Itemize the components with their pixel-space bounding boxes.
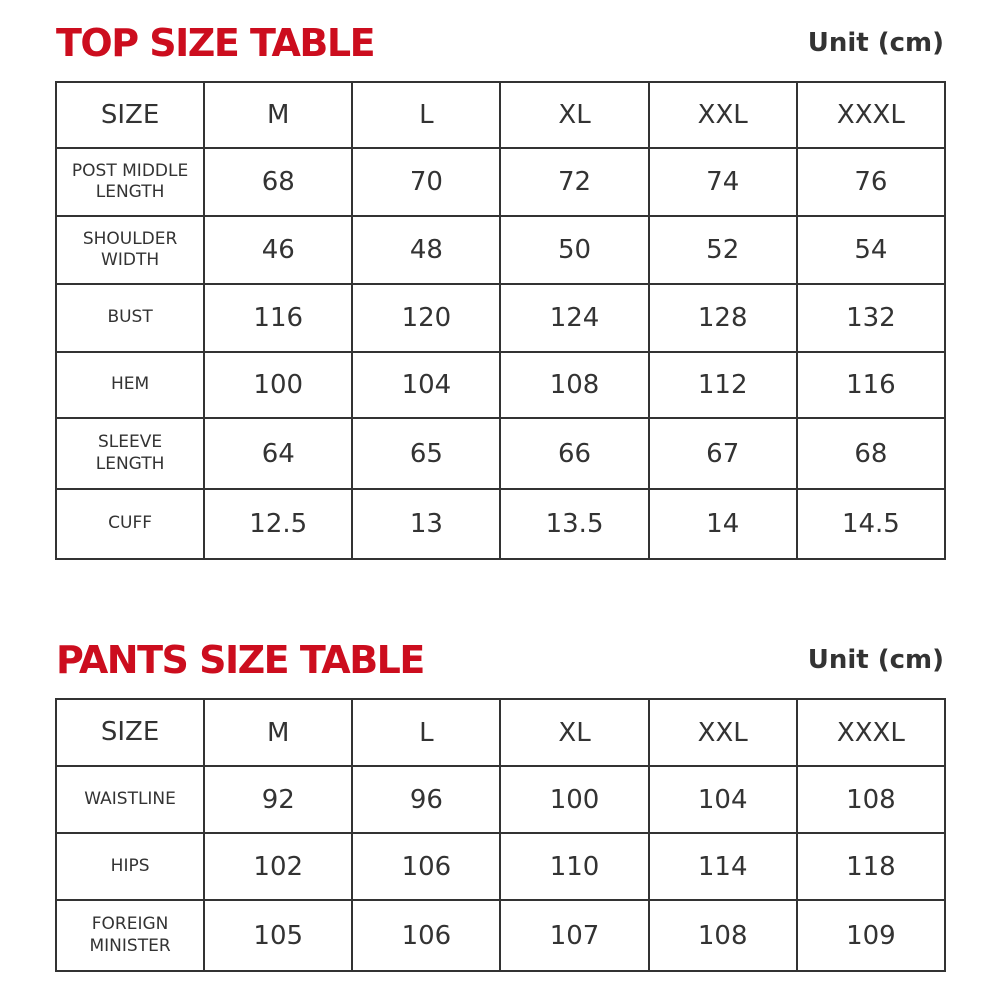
column-header: XXXL xyxy=(797,699,945,766)
table-cell: 13 xyxy=(352,489,500,559)
table-cell: 96 xyxy=(352,766,500,833)
table-row xyxy=(56,284,945,352)
row-label xyxy=(56,352,204,418)
row-label xyxy=(56,766,204,833)
column-header: L xyxy=(352,82,500,148)
table-cell: 116 xyxy=(797,352,945,418)
column-header: SIZE xyxy=(56,699,204,766)
pants-size-table xyxy=(55,698,946,972)
row-label xyxy=(56,900,204,971)
table-header-row xyxy=(56,699,945,766)
table-cell: 12.5 xyxy=(204,489,352,559)
row-label-line: SHOULDER xyxy=(82,228,178,249)
table-cell: 14 xyxy=(649,489,797,559)
table-cell: 100 xyxy=(500,766,648,833)
table-header-row xyxy=(56,82,945,148)
row-label-line: LENGTH xyxy=(95,453,165,474)
table-cell: 67 xyxy=(649,418,797,489)
row-label xyxy=(56,418,204,489)
table-cell: 70 xyxy=(352,148,500,216)
row-label-line: WAISTLINE xyxy=(84,788,176,809)
table-cell: 120 xyxy=(352,284,500,352)
pants-unit-label: Unit (cm) xyxy=(807,645,944,675)
table-cell: 50 xyxy=(500,216,648,284)
table-row xyxy=(56,833,945,900)
table-cell: 68 xyxy=(204,148,352,216)
table-row xyxy=(56,352,945,418)
row-label xyxy=(56,148,204,216)
table-row xyxy=(56,418,945,489)
row-label-line: WIDTH xyxy=(101,250,160,270)
row-label-line: BUST xyxy=(107,307,153,328)
row-label-line: CUFF xyxy=(108,513,153,534)
row-label-line: SLEEVE xyxy=(98,432,163,453)
column-header: XXL xyxy=(649,82,797,148)
table-cell: 108 xyxy=(797,766,945,833)
table-cell: 105 xyxy=(204,900,352,971)
column-header: XL xyxy=(500,82,648,148)
table-cell: 112 xyxy=(649,352,797,418)
top-size-table-title: TOP SIZE TABLE xyxy=(56,21,375,65)
table-cell: 106 xyxy=(352,833,500,900)
table-cell: 64 xyxy=(204,418,352,489)
table-cell: 66 xyxy=(500,418,648,489)
table-cell: 107 xyxy=(500,900,648,971)
top-size-table xyxy=(55,81,946,560)
table-cell: 108 xyxy=(500,352,648,418)
table-cell: 128 xyxy=(649,284,797,352)
table-cell: 104 xyxy=(649,766,797,833)
column-header: XL xyxy=(500,699,648,766)
table-row xyxy=(56,216,945,284)
table-cell: 114 xyxy=(649,833,797,900)
table-cell: 54 xyxy=(797,216,945,284)
table-row xyxy=(56,900,945,971)
table-cell: 76 xyxy=(797,148,945,216)
table-cell: 13.5 xyxy=(500,489,648,559)
table-cell: 65 xyxy=(352,418,500,489)
table-cell: 102 xyxy=(204,833,352,900)
pants-size-table-title: PANTS SIZE TABLE xyxy=(56,638,424,682)
table-cell: 100 xyxy=(204,352,352,418)
table-cell: 132 xyxy=(797,284,945,352)
column-header: XXXL xyxy=(797,82,945,148)
table-cell: 52 xyxy=(649,216,797,284)
table-cell: 109 xyxy=(797,900,945,971)
table-cell: 110 xyxy=(500,833,648,900)
top-unit-label: Unit (cm) xyxy=(807,28,944,58)
row-label-line: POST MIDDLE xyxy=(71,160,189,181)
table-cell: 48 xyxy=(352,216,500,284)
table-cell: 14.5 xyxy=(797,489,945,559)
table-cell: 46 xyxy=(204,216,352,284)
table-cell: 68 xyxy=(797,418,945,489)
row-label-line: HIPS xyxy=(110,855,150,876)
row-label-line: FOREIGN xyxy=(91,914,169,935)
table-cell: 72 xyxy=(500,148,648,216)
row-label xyxy=(56,833,204,900)
row-label xyxy=(56,489,204,559)
row-label xyxy=(56,284,204,352)
column-header: XXL xyxy=(649,699,797,766)
table-row xyxy=(56,148,945,216)
table-cell: 118 xyxy=(797,833,945,900)
table-cell: 74 xyxy=(649,148,797,216)
table-row xyxy=(56,766,945,833)
table-cell: 104 xyxy=(352,352,500,418)
table-cell: 92 xyxy=(204,766,352,833)
table-cell: 116 xyxy=(204,284,352,352)
column-header: SIZE xyxy=(56,82,204,148)
row-label-line: MINISTER xyxy=(89,935,171,956)
table-cell: 124 xyxy=(500,284,648,352)
table-row xyxy=(56,489,945,559)
row-label-line: HEM xyxy=(110,374,150,395)
column-header: M xyxy=(204,82,352,148)
row-label xyxy=(56,216,204,284)
table-cell: 108 xyxy=(649,900,797,971)
table-cell: 106 xyxy=(352,900,500,971)
column-header: M xyxy=(204,699,352,766)
column-header: L xyxy=(352,699,500,766)
row-label-line: LENGTH xyxy=(95,182,165,202)
